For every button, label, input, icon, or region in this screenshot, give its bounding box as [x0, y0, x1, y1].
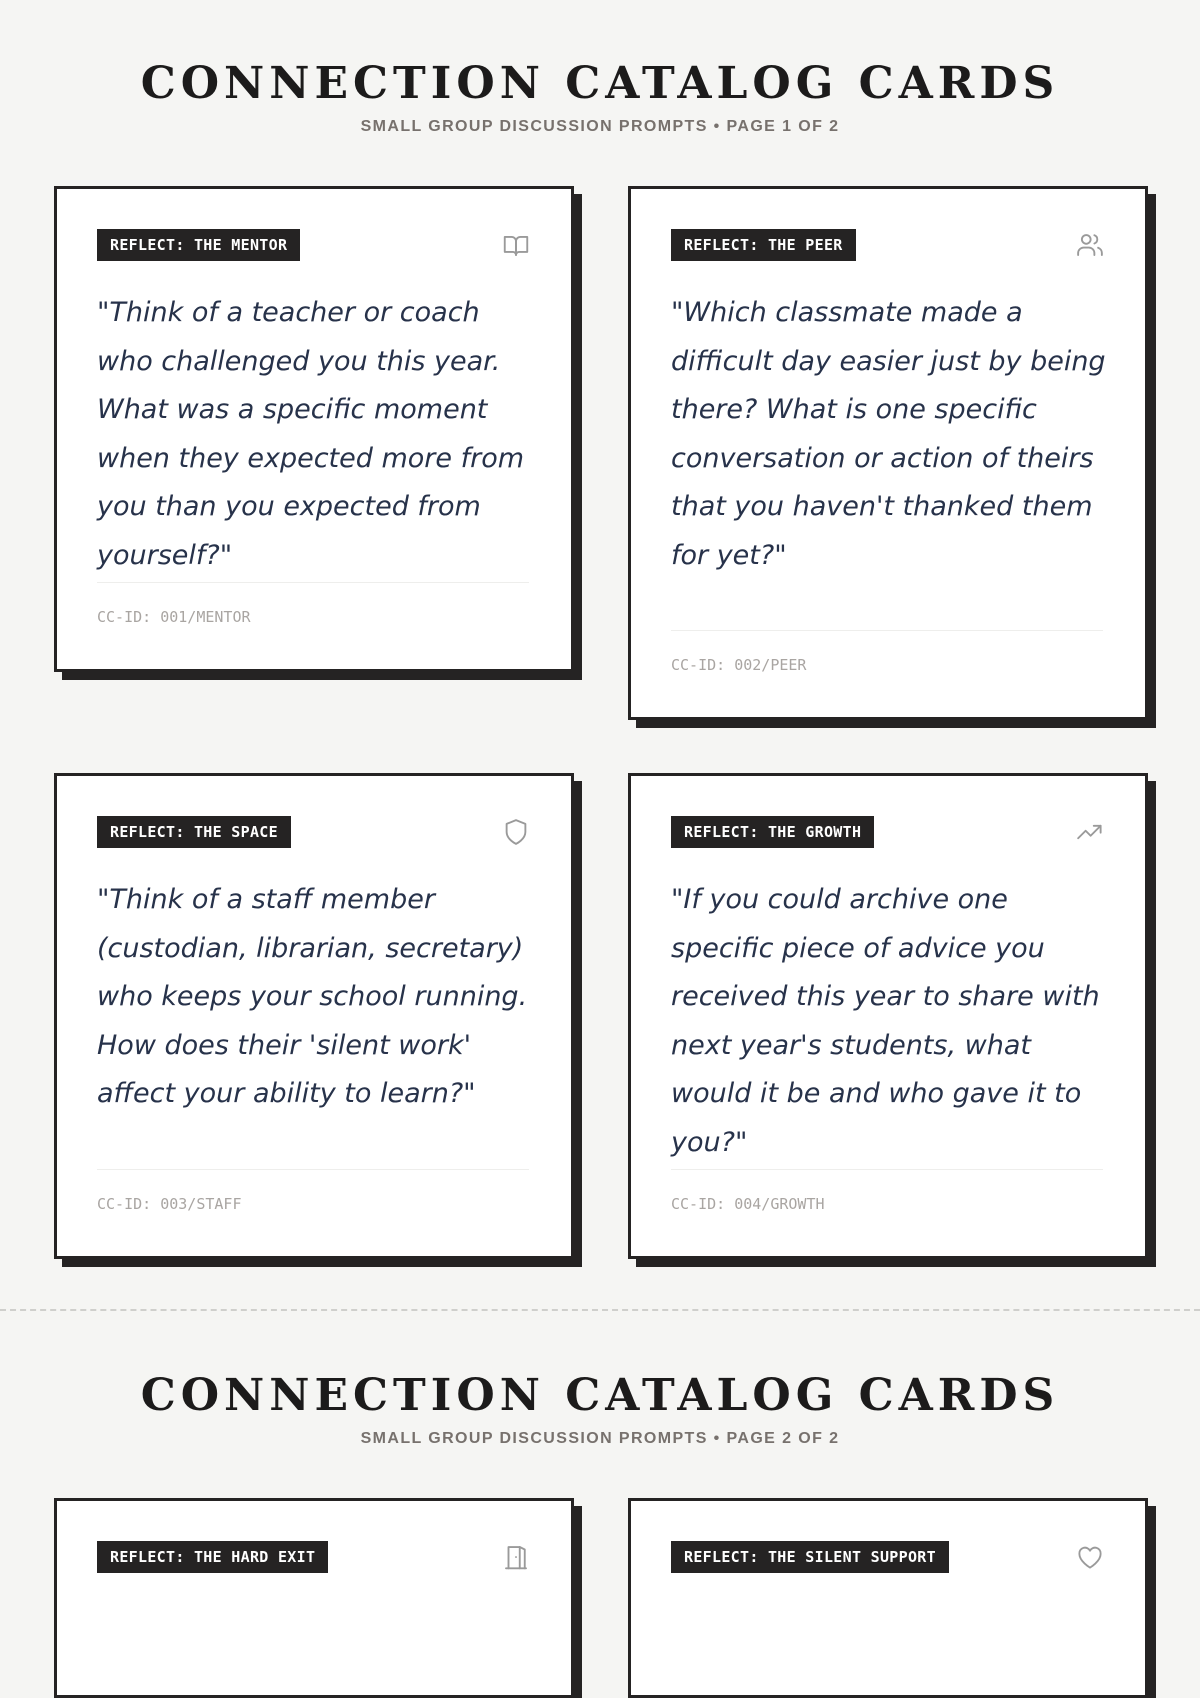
prompt-card-silent-support [628, 1498, 1148, 1698]
card-footer-divider [671, 1169, 1103, 1170]
card-tag: REFLECT: THE HARD EXIT [97, 1541, 328, 1573]
users-icon [1075, 230, 1105, 260]
card-id: CC-ID: 003/STAFF [97, 1195, 242, 1213]
card-tag: REFLECT: THE SILENT SUPPORT [671, 1541, 949, 1573]
trending-up-icon [1075, 817, 1105, 847]
prompt-card-space [54, 773, 574, 1259]
page-subtitle: SMALL GROUP DISCUSSION PROMPTS • PAGE 1 OF 2 [360, 118, 840, 135]
card-tag: REFLECT: THE MENTOR [97, 229, 300, 261]
door-exit-icon [501, 1542, 531, 1572]
page-subtitle: SMALL GROUP DISCUSSION PROMPTS • PAGE 2 OF 2 [360, 1430, 840, 1447]
page-header-1 [0, 58, 1200, 136]
card-footer-divider [97, 1169, 529, 1170]
open-book-icon [501, 230, 531, 260]
card-tag: REFLECT: THE GROWTH [671, 816, 874, 848]
card-id: CC-ID: 002/PEER [671, 656, 807, 674]
page-title: CONNECTION CATALOG CARDS [140, 1370, 1060, 1421]
page-header-2 [0, 1370, 1200, 1448]
card-id: CC-ID: 004/GROWTH [671, 1195, 825, 1213]
card-prompt-text: "Think of a staff member (custodian, librarian, secretary) who keeps your school running. How does their 'silent work' affect your ability to learn?" [97, 884, 528, 1109]
shield-icon [501, 817, 531, 847]
card-footer-divider [671, 630, 1103, 631]
prompt-card-growth [628, 773, 1148, 1259]
heart-icon [1075, 1542, 1105, 1572]
card-footer-divider [97, 582, 529, 583]
card-tag: REFLECT: THE SPACE [97, 816, 291, 848]
prompt-card-mentor [54, 186, 574, 672]
card-prompt-text: "Which classmate made a difficult day easier just by being there? What is one specific conversation or action of theirs that you haven't thanked them for yet?" [671, 297, 1106, 571]
prompt-card-hard-exit [54, 1498, 574, 1698]
prompt-card-peer [628, 186, 1148, 720]
card-id: CC-ID: 001/MENTOR [97, 608, 251, 626]
page-title: CONNECTION CATALOG CARDS [140, 58, 1060, 109]
card-prompt-text: "If you could archive one specific piece of advice you received this year to share with next year's students, what would it be and who gave it to you?" [671, 884, 1100, 1158]
card-prompt-text: "Think of a teacher or coach who challenged you this year. What was a specific moment when they expected more from you than you expected from yourself?" [97, 297, 525, 571]
page-break-divider [0, 1309, 1200, 1311]
card-tag: REFLECT: THE PEER [671, 229, 856, 261]
